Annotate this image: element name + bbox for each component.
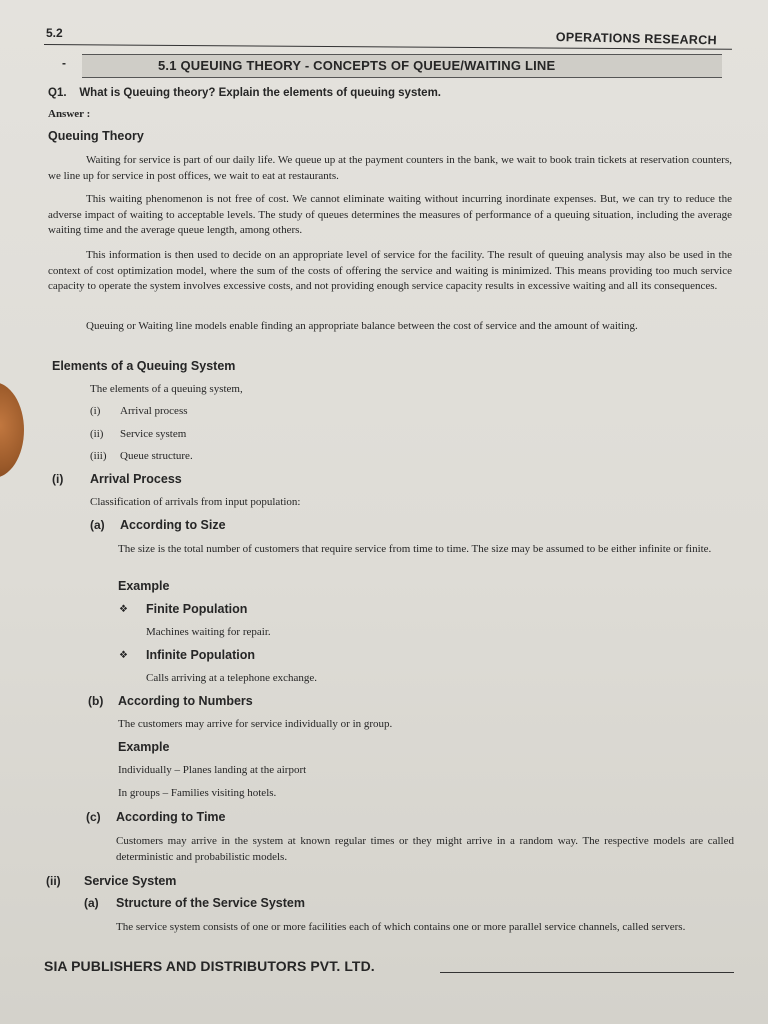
structure-heading: Structure of the Service System [116,896,305,910]
footer-rule [440,972,734,973]
size-example-label: Example [118,579,170,593]
size-heading: According to Size [120,518,226,532]
structure-text: The service system consists of one or more facilities each of which contains one or more parallel service channels, called servers. [116,921,686,933]
page-number: 5.2 [46,26,63,40]
paragraph-2: This waiting phenomenon is not free of cost. We cannot eliminate waiting without incurring inordinate expenses. But, we can try to reduce the adverse impact of waiting to acceptable levels. The study of queues determines the measures of performance of a queuing situation, including the average waiting time and the average queue length, among others. [48,193,732,236]
arrival-intro: Classification of arrivals from input population: [90,496,301,508]
bullet-icon: ❖ [119,604,128,615]
arrival-heading: Arrival Process [90,472,182,486]
section-title: 5.1 QUEUING THEORY - CONCEPTS OF QUEUE/WAITING LINE [158,58,556,73]
answer-label: Answer : [48,108,91,120]
numbers-heading: According to Numbers [118,694,253,708]
paragraph-1: Waiting for service is part of our daily life. We queue up at the payment counters in the bank, we wait to book train tickets at reservation counters, we line up for service in post offices, we wait to eat at restaurants. [48,154,732,182]
elements-intro: The elements of a queuing system, [90,383,243,395]
numbers-example-label: Example [118,740,170,754]
question-text: What is Queuing theory? Explain the elements of queuing system. [79,87,441,99]
time-text: Customers may arrive in the system at known regular times or they might arrive in a random way. The respective models are called deterministic and probabilistic models. [116,835,734,863]
elements-heading: Elements of a Queuing System [52,359,236,373]
service-num: (ii) [46,874,61,888]
queuing-theory-heading: Queuing Theory [48,129,144,143]
groups-text: In groups – Families visiting hotels. [118,787,277,799]
question-label: Q1. [48,87,67,99]
finite-heading: Finite Population [146,602,248,616]
numbers-text: The customers may arrive for service individually or in group. [118,718,393,730]
list-item: (i) Arrival process [90,405,188,417]
infinite-heading: Infinite Population [146,648,256,662]
thumb [0,382,24,478]
structure-num: (a) [84,896,99,910]
individually-text: Individually – Planes landing at the airport [118,764,307,776]
finite-text: Machines waiting for repair. [146,626,271,638]
time-heading: According to Time [116,810,226,824]
paragraph-3: This information is then used to decide on an appropriate level of service for the facility. The result of queuing analysis may also be used in the context of cost optimization model, where the sum of the costs of offering the service and waiting is minimized. This means providing too much service capacity to operate the system involves excessive costs, and not providing enough service capacity results in excessive waiting and all its consequences. [48,249,732,292]
book-title: OPERATIONS RESEARCH [555,30,718,48]
list-item: (iii) Queue structure. [90,450,193,462]
paragraph-4: Queuing or Waiting line models enable finding an appropriate balance between the cost of service and the amount of waiting. [86,320,638,332]
arrival-num: (i) [52,472,64,486]
numbers-num: (b) [88,694,104,708]
infinite-text: Calls arriving at a telephone exchange. [146,672,318,684]
question [48,87,441,99]
size-text: The size is the total number of customers that require service from time to time. The size may be assumed to be either infinite or finite. [118,543,712,555]
size-num: (a) [90,518,105,532]
bullet-icon: ❖ [119,650,128,661]
publisher-name: SIA PUBLISHERS AND DISTRIBUTORS PVT. LTD. [44,958,375,974]
list-item: (ii) Service system [90,428,187,440]
service-heading: Service System [84,874,177,888]
time-num: (c) [86,810,101,824]
section-marker: - [62,56,66,70]
